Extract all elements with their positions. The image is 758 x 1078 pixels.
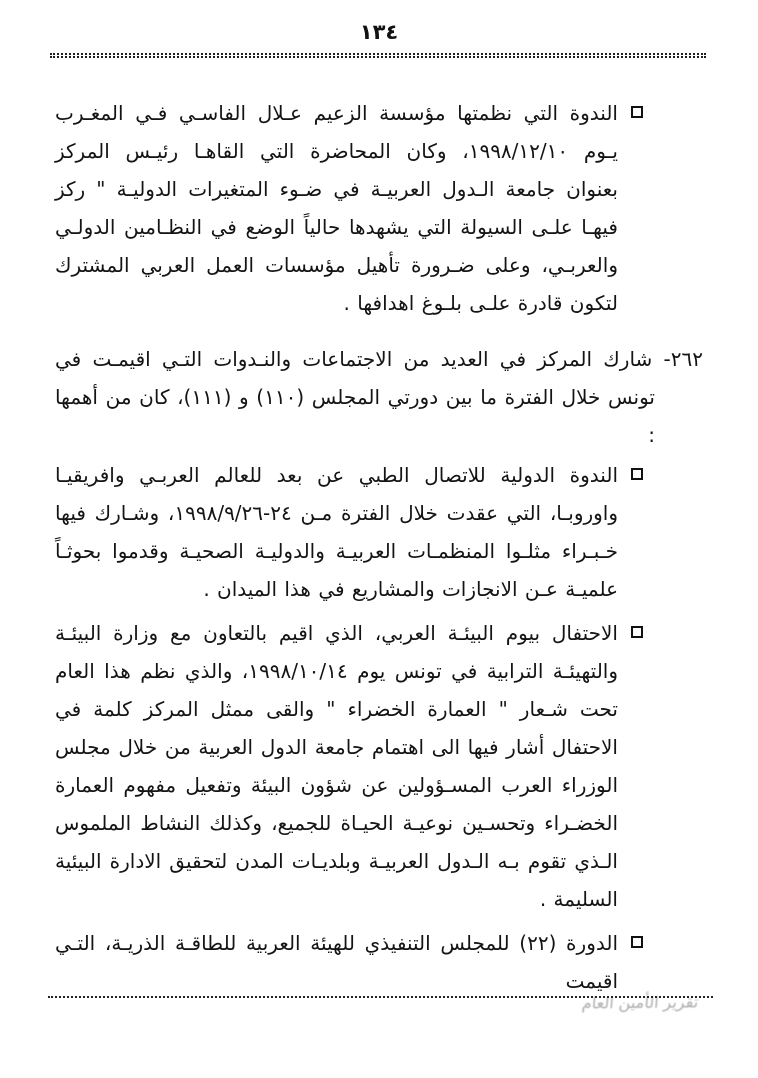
page-content bbox=[0, 58, 758, 1000]
page-number: ١٣٤ bbox=[359, 20, 399, 44]
paragraph-number: ٢٦٢- bbox=[663, 347, 703, 371]
bullet-paragraph bbox=[55, 456, 703, 608]
square-bullet-icon bbox=[631, 106, 643, 118]
paragraph-text: الاحتفال بيوم البيئـة العربي، الذي اقيم بالتعاون مع وزارة البيئـة والتهيئـة الترابية في تونس يوم ١٩٩٨/١٠/١٤، والذي نظم هذا العام تحت شـعار " العمارة الخضراء " والقى ممثل المركز كلمة في الاحتفال أشار فيها الى اهتمام جامعة الدول العربية من خلال مجلس الوزراء العرب المسـؤولين عن شؤون البيئة وتفعيل مفهوم العمارة الخضـراء وتحسـين نوعيـة الحيـاة للجميع، وكذلك النشاط الملموس الـذي تقوم بـه الـدول العربيـة وبلديـات المدن لتحقيق الادارة البيئية السليمة . bbox=[55, 621, 619, 911]
numbered-paragraph bbox=[55, 340, 703, 454]
square-bullet-icon bbox=[631, 626, 643, 638]
square-bullet-icon bbox=[631, 468, 643, 480]
bullet-paragraph bbox=[55, 614, 703, 918]
paragraph-text: شارك المركز في العديد من الاجتماعات والنـدوات التـي اقيمـت في تونس خلال الفترة ما بين دورتي المجلس (١١٠) و (١١١)، كان من أهمها : bbox=[55, 347, 655, 447]
page-header bbox=[0, 0, 758, 58]
paragraph-text: الدورة (٢٢) للمجلس التنفيذي للهيئة العربية للطاقـة الذريـة، التـي اقيمت bbox=[55, 931, 618, 993]
footer-stamp: تقرير الأمين العام bbox=[580, 992, 699, 1013]
paragraph-text: الندوة الدولية للاتصال الطبي عن بعد للعالم العربـي وافريقيـا واوروبـا، التي عقدت خلال الفترة مـن ٢٤-١٩٩٨/٩/٢٦، وشـارك فيها خـبـراء مثلـوا المنظمـات العربيـة والدوليـة الصحيـة وقدموا بحوثـاً علميـة عـن الانجازات والمشاريع في هذا الميدان . bbox=[55, 463, 619, 601]
square-bullet-icon bbox=[631, 936, 643, 948]
bullet-paragraph bbox=[55, 94, 703, 322]
bullet-paragraph bbox=[55, 924, 703, 1000]
paragraph-text: الندوة التي نظمتها مؤسسة الزعيم عـلال الفاسـي فـي المغـرب يـوم ١٩٩٨/١٢/١٠، وكان المحاضرة التي القاهـا رئيـس المركز بعنوان جامعة الـدول العربيـة في ضـوء المتغيرات الدوليـة " ركز فيهـا علـى السيولة التي يشهدها حالياً الوضع في النظـامين الدولـي والعربـي، وعلى ضـرورة تأهيل مؤسسات العمل العربي المشترك لتكون قادرة علـى بلـوغ اهدافها . bbox=[55, 101, 619, 315]
